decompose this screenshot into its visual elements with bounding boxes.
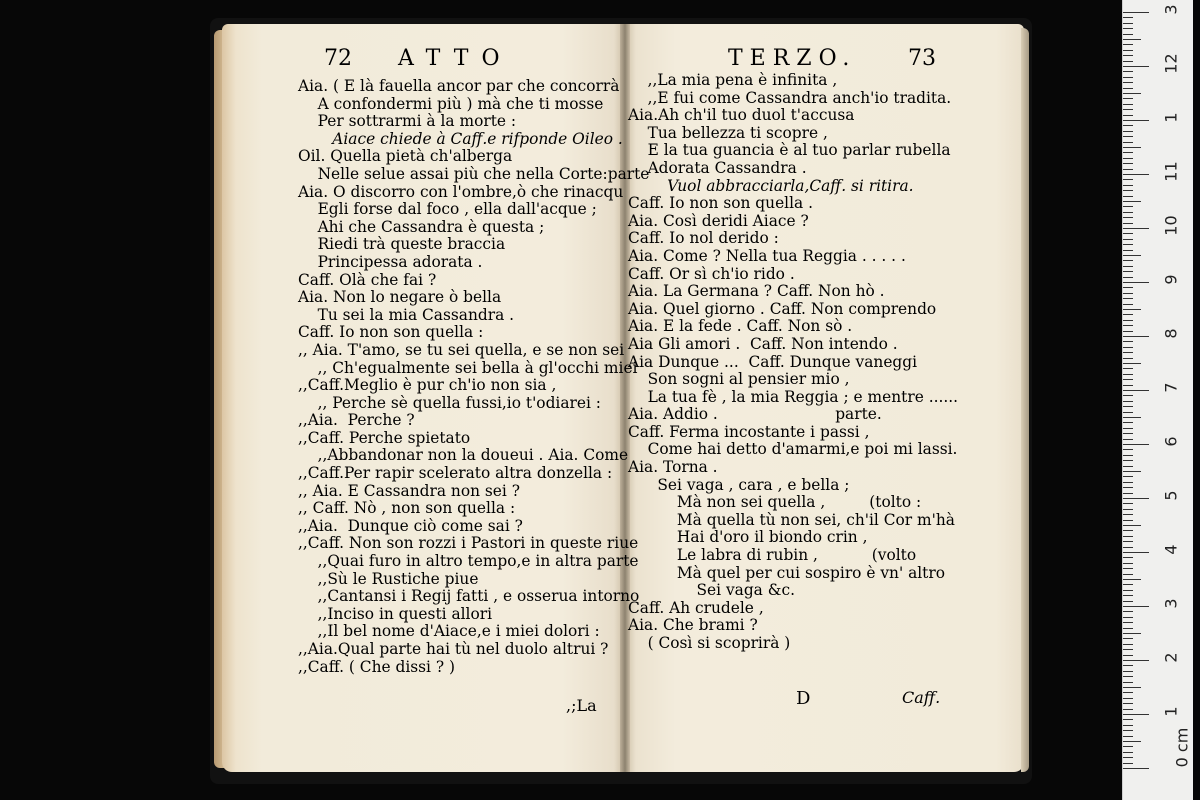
text-line: Caff. Io non son quella : bbox=[298, 323, 484, 342]
ruler-tick bbox=[1123, 147, 1141, 148]
text-line: Riedi trà queste braccia bbox=[298, 235, 506, 254]
ruler-tick bbox=[1123, 34, 1133, 35]
ruler-tick bbox=[1123, 293, 1133, 294]
ruler-label: 1 bbox=[1161, 706, 1181, 717]
ruler-tick bbox=[1123, 606, 1149, 607]
ruler-tick bbox=[1123, 487, 1133, 488]
ruler-tick bbox=[1123, 136, 1133, 137]
ruler-tick bbox=[1123, 714, 1149, 715]
ruler-tick bbox=[1123, 352, 1133, 353]
ruler-tick bbox=[1123, 120, 1149, 121]
right-page-number: 73 bbox=[908, 46, 936, 71]
ruler-tick bbox=[1123, 530, 1133, 531]
text-line: Adorata Cassandra . bbox=[628, 158, 807, 177]
ruler-tick bbox=[1123, 125, 1133, 126]
ruler-tick bbox=[1123, 179, 1133, 180]
text-line: Caff. Olà che fai ? bbox=[298, 270, 437, 289]
text-line: Ahi che Cassandra è questa ; bbox=[298, 217, 545, 236]
ruler-tick bbox=[1123, 703, 1133, 704]
ruler-tick bbox=[1123, 725, 1133, 726]
text-line: Egli forse dal foco , ella dall'acque ; bbox=[298, 200, 597, 219]
ruler-tick bbox=[1123, 233, 1133, 234]
ruler-tick bbox=[1123, 595, 1133, 596]
text-line: Caff. Io non son quella . bbox=[628, 194, 813, 213]
ruler-tick bbox=[1123, 563, 1133, 564]
right-head-word: TERZO. bbox=[728, 46, 857, 71]
ruler-tick bbox=[1123, 379, 1133, 380]
ruler-tick bbox=[1123, 77, 1133, 78]
ruler-label: 10 bbox=[1161, 215, 1181, 236]
ruler-tick bbox=[1123, 660, 1149, 661]
ruler-tick bbox=[1123, 304, 1133, 305]
ruler-tick bbox=[1123, 325, 1133, 326]
text-line: ,,Caff. Perche spietato bbox=[298, 428, 471, 447]
ruler-tick bbox=[1123, 719, 1133, 720]
text-line: ,, Aia. E Cassandra non sei ? bbox=[298, 481, 520, 500]
ruler-tick bbox=[1123, 649, 1133, 650]
ruler-tick bbox=[1123, 579, 1141, 580]
ruler-tick bbox=[1123, 525, 1141, 526]
ruler-tick bbox=[1123, 590, 1133, 591]
text-line: Aia. ( E là fauella ancor par che concorrà bbox=[298, 77, 620, 95]
ruler-label: 9 bbox=[1161, 274, 1181, 285]
ruler-label: 3 bbox=[1161, 598, 1181, 609]
text-line: Le labra di rubin , (volto bbox=[628, 546, 917, 565]
ruler-tick bbox=[1123, 250, 1133, 251]
ruler-tick bbox=[1123, 622, 1133, 623]
ruler-tick bbox=[1123, 406, 1133, 407]
ruler-tick bbox=[1123, 482, 1133, 483]
ruler-tick bbox=[1123, 547, 1133, 548]
ruler-tick bbox=[1123, 12, 1149, 13]
text-line: La tua fè , la mia Reggia ; e mentre ...... bbox=[628, 387, 959, 406]
ruler-tick bbox=[1123, 687, 1141, 688]
text-line: Nelle selue assai più che nella Corte:parte bbox=[298, 164, 650, 183]
ruler-tick bbox=[1123, 433, 1133, 434]
ruler-tick bbox=[1123, 88, 1133, 89]
ruler-tick bbox=[1123, 50, 1133, 51]
ruler-tick bbox=[1123, 390, 1149, 391]
ruler-tick bbox=[1123, 611, 1133, 612]
ruler-tick bbox=[1123, 320, 1133, 321]
ruler-tick bbox=[1123, 736, 1133, 737]
ruler-tick bbox=[1123, 277, 1133, 278]
ruler-tick bbox=[1123, 260, 1133, 261]
ruler-tick bbox=[1123, 82, 1133, 83]
ruler-tick bbox=[1123, 503, 1133, 504]
ruler-label: 8 bbox=[1161, 328, 1181, 339]
ruler-tick bbox=[1123, 682, 1133, 683]
text-line: Oil. Quella pietà ch'alberga bbox=[298, 147, 513, 166]
text-line: Sei vaga &c. bbox=[628, 581, 795, 600]
text-line: ,, Perche sè quella fussi,io t'odiarei : bbox=[298, 393, 601, 412]
text-line: Mà quella tù non sei, ch'il Cor m'hà bbox=[628, 510, 955, 529]
text-line: ,,Abbandonar non la doueui . Aia. Come bbox=[298, 446, 629, 465]
ruler-tick bbox=[1123, 17, 1133, 18]
ruler-tick bbox=[1123, 768, 1149, 769]
text-line: A confondermi più ) mà che ti mosse bbox=[298, 94, 604, 113]
ruler-tick bbox=[1123, 401, 1133, 402]
text-line: Aia. Addio . parte. bbox=[628, 405, 882, 424]
ruler-tick bbox=[1123, 244, 1133, 245]
ruler-tick bbox=[1123, 584, 1133, 585]
ruler-label: 4 bbox=[1161, 544, 1181, 555]
ruler-tick bbox=[1123, 212, 1133, 213]
text-line: E la tua guancia è al tuo parlar rubella bbox=[628, 141, 951, 160]
ruler-tick bbox=[1123, 412, 1133, 413]
text-line: ,, Aia. T'amo, se tu sei quella, e se non sei bbox=[298, 340, 625, 359]
ruler-tick bbox=[1123, 71, 1133, 72]
ruler-tick bbox=[1123, 142, 1133, 143]
text-line: ,,Caff. ( Che dissi ? ) bbox=[298, 657, 456, 676]
ruler-tick bbox=[1123, 287, 1133, 288]
ruler-tick bbox=[1123, 617, 1133, 618]
ruler-tick bbox=[1123, 552, 1149, 553]
ruler-tick bbox=[1123, 93, 1141, 94]
right-page-text bbox=[628, 72, 958, 653]
text-line: Tua bellezza ti scopre , bbox=[628, 123, 828, 142]
text-line: Caff. Ah crudele , bbox=[628, 598, 764, 617]
ruler-tick bbox=[1123, 520, 1133, 521]
ruler-tick bbox=[1123, 476, 1133, 477]
left-head-word: ATTO bbox=[398, 46, 513, 71]
ruler-tick bbox=[1123, 131, 1133, 132]
ruler-tick bbox=[1123, 228, 1149, 229]
text-line: ,,Inciso in questi allori bbox=[298, 604, 493, 623]
ruler-tick bbox=[1123, 763, 1133, 764]
ruler-tick bbox=[1123, 174, 1149, 175]
ruler-label: 6 bbox=[1161, 436, 1181, 447]
text-line: Aia. E la fede . Caff. Non sò . bbox=[628, 317, 853, 336]
ruler-tick bbox=[1123, 190, 1133, 191]
text-line: ( Così si scoprirà ) bbox=[628, 634, 791, 652]
ruler-tick bbox=[1123, 455, 1133, 456]
ruler-tick bbox=[1123, 217, 1133, 218]
ruler-tick bbox=[1123, 196, 1133, 197]
ruler-tick bbox=[1123, 385, 1133, 386]
ruler-label: 1 bbox=[1161, 112, 1181, 123]
measurement-ruler bbox=[1122, 0, 1193, 800]
text-line: Aia. Quel giorno . Caff. Non comprendo bbox=[628, 299, 937, 318]
ruler-tick bbox=[1123, 709, 1133, 710]
ruler-tick bbox=[1123, 28, 1133, 29]
ruler-tick bbox=[1123, 574, 1133, 575]
ruler-tick bbox=[1123, 466, 1133, 467]
text-line: Caff. Ferma incostante i passi , bbox=[628, 422, 870, 441]
ruler-tick bbox=[1123, 428, 1133, 429]
ruler-tick bbox=[1123, 395, 1133, 396]
ruler-tick bbox=[1123, 514, 1133, 515]
ruler-tick bbox=[1123, 98, 1133, 99]
ruler-tick bbox=[1123, 223, 1133, 224]
ruler-label: 0 cm bbox=[1172, 727, 1192, 768]
text-line: ,,Sù le Rustiche piue bbox=[298, 569, 479, 588]
ruler-tick bbox=[1123, 66, 1149, 67]
ruler-tick bbox=[1123, 746, 1133, 747]
text-line: Mà non sei quella , (tolto : bbox=[628, 493, 922, 512]
text-line: Aia. Torna . bbox=[628, 458, 718, 477]
ruler-tick bbox=[1123, 449, 1133, 450]
ruler-tick bbox=[1123, 169, 1133, 170]
left-catchword: ,;La bbox=[566, 696, 597, 715]
text-line: Son sogni al pensier mio , bbox=[628, 370, 850, 389]
ruler-tick bbox=[1123, 676, 1133, 677]
ruler-label: 5 bbox=[1161, 490, 1181, 501]
text-line: ,,Aia.Qual parte hai tù nel duolo altrui ? bbox=[298, 640, 609, 658]
ruler-tick bbox=[1123, 757, 1133, 758]
ruler-tick bbox=[1123, 698, 1133, 699]
ruler-tick bbox=[1123, 439, 1133, 440]
text-line: Aia. O discorro con l'ombre,ò che rinacqu bbox=[298, 182, 624, 201]
ruler-tick bbox=[1123, 568, 1133, 569]
text-line: ,,Aia. Perche ? bbox=[298, 411, 415, 430]
ruler-tick bbox=[1123, 336, 1149, 337]
ruler-tick bbox=[1123, 460, 1133, 461]
text-line: Aia Gli amori . Caff. Non intendo . bbox=[628, 334, 898, 353]
ruler-tick bbox=[1123, 601, 1133, 602]
text-line: Aia. La Germana ? Caff. Non hò . bbox=[628, 282, 885, 301]
ruler-tick bbox=[1123, 628, 1133, 629]
text-line: Vuol abbracciarla,Caff. si ritira. bbox=[628, 176, 914, 195]
text-line: ,,Cantansi i Regij fatti , e osserua intorno bbox=[298, 587, 640, 606]
text-line: Tu sei la mia Cassandra . bbox=[298, 305, 515, 324]
text-line: Hai d'oro il biondo crin , bbox=[628, 528, 868, 547]
ruler-tick bbox=[1123, 55, 1133, 56]
text-line: Aia. Così deridi Aiace ? bbox=[628, 211, 809, 230]
text-line: Aia.Ah ch'il tuo duol t'accusa bbox=[628, 106, 855, 125]
ruler-tick bbox=[1123, 741, 1141, 742]
ruler-tick bbox=[1123, 201, 1141, 202]
ruler-tick bbox=[1123, 752, 1133, 753]
ruler-tick bbox=[1123, 638, 1133, 639]
text-line: Sei vaga , cara , e bella ; bbox=[628, 475, 850, 494]
ruler-tick bbox=[1123, 730, 1133, 731]
text-line: ,,E fui come Cassandra anch'io tradita. bbox=[628, 88, 952, 107]
ruler-tick bbox=[1123, 444, 1149, 445]
ruler-label: 2 bbox=[1161, 652, 1181, 663]
ruler-tick bbox=[1123, 498, 1149, 499]
text-line: ,,La mia pena è infinita , bbox=[628, 71, 838, 89]
text-line: Aia. Come ? Nella tua Reggia . . . . . bbox=[628, 246, 906, 265]
text-line: Caff. Or sì ch'io rido . bbox=[628, 264, 795, 283]
text-line: ,, Ch'egualmente sei bella à gl'occhi miei bbox=[298, 358, 638, 377]
ruler-tick bbox=[1123, 314, 1133, 315]
text-line: Come hai detto d'amarmi,e poi mi lassi. bbox=[628, 440, 958, 459]
ruler-tick bbox=[1123, 493, 1133, 494]
ruler-label: 7 bbox=[1161, 382, 1181, 393]
text-line: ,,Il bel nome d'Aiace,e i miei dolori : bbox=[298, 622, 600, 641]
ruler-tick bbox=[1123, 633, 1141, 634]
text-line: Aia. Che brami ? bbox=[628, 616, 758, 635]
ruler-tick bbox=[1123, 368, 1133, 369]
ruler-tick bbox=[1123, 665, 1133, 666]
text-line: Aia Dunque ... Caff. Dunque vaneggi bbox=[628, 352, 918, 371]
ruler-tick bbox=[1123, 417, 1141, 418]
ruler-tick bbox=[1123, 671, 1133, 672]
ruler-tick bbox=[1123, 282, 1149, 283]
ruler-tick bbox=[1123, 557, 1133, 558]
text-line: ,,Caff. Non son rozzi i Pastori in queste riue bbox=[298, 534, 639, 553]
ruler-tick bbox=[1123, 206, 1133, 207]
ruler-tick bbox=[1123, 185, 1133, 186]
ruler-tick bbox=[1123, 109, 1133, 110]
text-line: ,, Caff. Nò , non son quella : bbox=[298, 499, 516, 518]
ruler-label: 3 bbox=[1161, 4, 1181, 15]
right-catchword: Caff. bbox=[902, 688, 941, 707]
ruler-tick bbox=[1123, 309, 1141, 310]
book-edge-right bbox=[1021, 28, 1029, 772]
text-line: Caff. Io nol derido : bbox=[628, 229, 779, 248]
ruler-tick bbox=[1123, 239, 1133, 240]
ruler-tick bbox=[1123, 23, 1133, 24]
ruler-label: 11 bbox=[1161, 161, 1181, 182]
ruler-tick bbox=[1123, 331, 1133, 332]
text-line: Per sottrarmi à la morte : bbox=[298, 112, 517, 131]
text-line: Mà quel per cui sospiro è vn' altro bbox=[628, 563, 945, 582]
text-line: ,,Aia. Dunque ciò come sai ? bbox=[298, 516, 523, 535]
text-line: Aiace chiede à Caff.e rifponde Oileo . bbox=[298, 129, 623, 148]
ruler-tick bbox=[1123, 158, 1133, 159]
ruler-tick bbox=[1123, 298, 1133, 299]
ruler-tick bbox=[1123, 422, 1133, 423]
ruler-tick bbox=[1123, 271, 1133, 272]
text-line: ,,Quai furo in altro tempo,e in altra parte bbox=[298, 552, 639, 571]
ruler-tick bbox=[1123, 115, 1133, 116]
ruler-tick bbox=[1123, 374, 1133, 375]
left-page-text bbox=[298, 78, 649, 676]
ruler-tick bbox=[1123, 509, 1133, 510]
ruler-tick bbox=[1123, 255, 1141, 256]
ruler-tick bbox=[1123, 104, 1133, 105]
signature-mark: D bbox=[796, 688, 811, 709]
ruler-tick bbox=[1123, 541, 1133, 542]
text-line: ,,Caff.Per rapir scelerato altra donzella : bbox=[298, 464, 613, 483]
ruler-tick bbox=[1123, 692, 1133, 693]
ruler-tick bbox=[1123, 266, 1133, 267]
ruler-tick bbox=[1123, 358, 1133, 359]
ruler-tick bbox=[1123, 655, 1133, 656]
ruler-tick bbox=[1123, 39, 1141, 40]
ruler-tick bbox=[1123, 44, 1133, 45]
left-page-number: 72 bbox=[324, 46, 352, 71]
ruler-tick bbox=[1123, 363, 1141, 364]
ruler-tick bbox=[1123, 536, 1133, 537]
ruler-tick bbox=[1123, 152, 1133, 153]
ruler-tick bbox=[1123, 341, 1133, 342]
text-line: Aia. Non lo negare ò bella bbox=[298, 288, 502, 307]
ruler-tick bbox=[1123, 471, 1141, 472]
ruler-tick bbox=[1123, 61, 1133, 62]
text-line: Principessa adorata . bbox=[298, 252, 483, 271]
ruler-label: 12 bbox=[1161, 53, 1181, 74]
ruler-tick bbox=[1123, 644, 1133, 645]
ruler-tick bbox=[1123, 163, 1133, 164]
text-line: ,,Caff.Meglio è pur ch'io non sia , bbox=[298, 376, 557, 395]
ruler-tick bbox=[1123, 347, 1133, 348]
